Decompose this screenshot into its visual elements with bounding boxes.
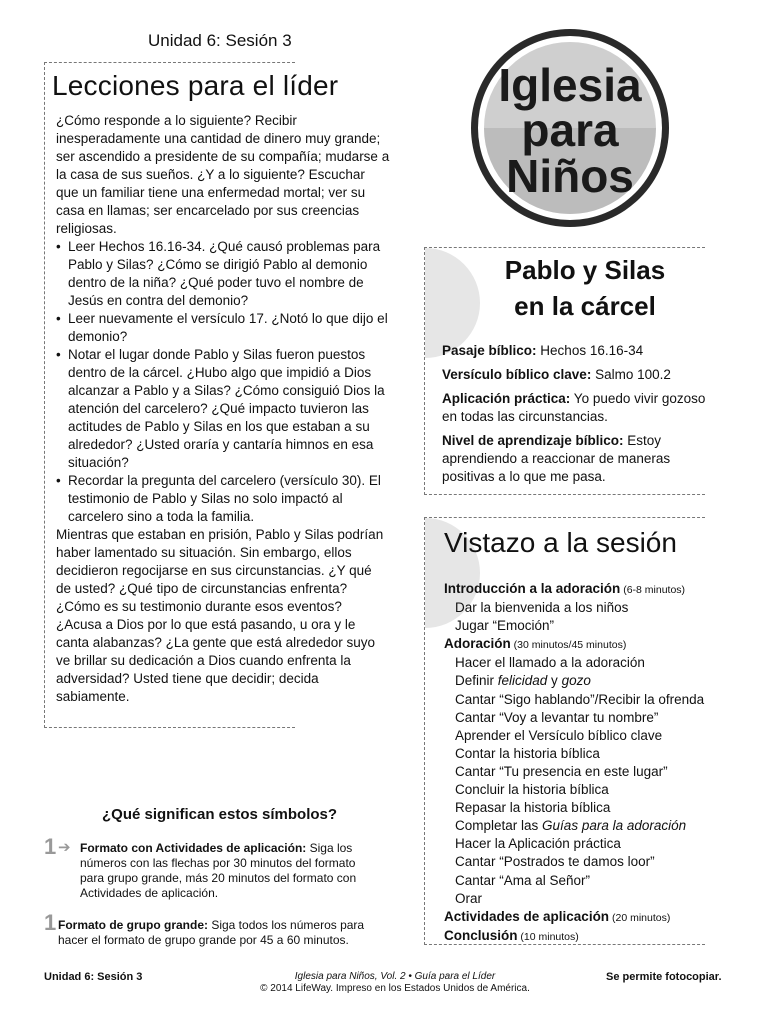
passage-row — [442, 342, 712, 360]
schedule-item: Cantar “Ama al Señor” — [455, 872, 591, 888]
verse-row — [442, 366, 712, 384]
schedule-item: Hacer la Aplicación práctica — [455, 836, 621, 852]
schedule-item: Contar la historia bíblica — [455, 745, 600, 761]
footer-photocopy: Se permite fotocopiar. — [606, 971, 722, 983]
overview-title: Vistazo a la sesión — [444, 527, 677, 558]
number-one-symbol: 1 — [44, 910, 57, 935]
lesson-info — [442, 342, 712, 492]
section-activities: Actividades de aplicación (20 minutos) — [444, 908, 671, 924]
level-label: Nivel de aprendizaje bíblico: — [442, 433, 624, 448]
lesson-title-line1: Pablo y Silas — [504, 255, 666, 285]
leader-closing: Mientras que estaban en prisión, Pablo y Silas podrían haber lamentado su situación. Sin embargo, ellos decidieron regocijarse en sus circunstancias. ¿Y qué de usted? ¿Qué tipo de circunstancias enfrenta? ¿Cómo es su testimonio durante esos eventos? ¿Acusa a Dios por lo que está pasando, u ora y le canta alabanzas? ¿La gente que está alrededor suyo ve brillar su dedicación a Dios cuando enfrenta la adversidad? Usted tiene que decidir; decida sabiamente. — [56, 527, 384, 704]
application-row — [442, 390, 712, 426]
application-label: Aplicación práctica: — [442, 391, 571, 406]
symbols-title: ¿Qué significan estos símbolos? — [102, 806, 338, 823]
leader-bullet: • Leer nuevamente el versículo 17. ¿Notó lo que dijo el demonio? — [56, 310, 390, 346]
arrow-right-icon: ➔ — [58, 839, 71, 856]
leader-bullet: • Recordar la pregunta del carcelero (versículo 30). El testimonio de Pablo y Silas no solo impactó al carcelero sino a toda la familia. — [56, 472, 390, 526]
footer-line2: © 2014 LifeWay. Impreso en los Estados Unidos de América. — [260, 983, 530, 994]
schedule-item: Definir felicidad y gozo — [455, 673, 591, 689]
application-value: Yo puedo vivir gozoso en todas las circunstancias. — [442, 391, 706, 424]
logo-line1: Iglesia — [498, 59, 642, 111]
footer-line1: Iglesia para Niños, Vol. 2 • Guía para el Líder — [294, 971, 496, 982]
schedule-item: Completar las Guías para la adoración — [455, 818, 687, 834]
unit-header: Unidad 6: Sesión 3 — [148, 31, 292, 50]
schedule-item: Hacer el llamado a la adoración — [455, 655, 645, 671]
leader-bullet: • Notar el lugar donde Pablo y Silas fueron puestos dentro de la cárcel. ¿Hubo algo que impidió a Dios alcanzar a Pablo y a Silas? ¿Cómo consiguió Dios la atención del carcelero? ¿Qué impacto tuvieron las actitudes de Pablo y Silas en los que estaban a su alrededor? ¿Usted oraría y cantaría himnos en esa situación? — [56, 346, 390, 472]
lesson-title-line2: en la cárcel — [514, 291, 656, 321]
schedule-item: Cantar “Tu presencia en este lugar” — [455, 763, 668, 779]
logo-line3: Niños — [506, 150, 634, 202]
footer-unit: Unidad 6: Sesión 3 — [44, 971, 143, 983]
lesson-title — [460, 252, 710, 324]
passage-value: Hechos 16.16-34 — [536, 343, 644, 358]
schedule-item: Dar la bienvenida a los niños — [455, 600, 629, 616]
symbol-desc-application: Formato con Actividades de aplicación: Siga los números con las flechas por 30 minutos del formato para grupo grande, más 20 minutos del formato con Actividades de aplicación. — [80, 841, 357, 900]
leader-intro: ¿Cómo responde a lo siguiente? Recibir inesperadamente una cantidad de dinero muy grande; ser ascendido a presidente de su compañía; mudarse a la casa de sus sueños. ¿Y a lo siguiente? Escuchar que un familiar tiene una enfermedad mortal; ver su casa en llamas; ser encarcelado por sus creencias religiosas. — [56, 113, 390, 236]
schedule-item: Repasar la historia bíblica — [455, 800, 611, 816]
leader-body — [56, 112, 390, 706]
verse-value: Salmo 100.2 — [591, 367, 671, 382]
schedule-item: Cantar “Postrados te damos loor” — [455, 854, 655, 870]
level-row — [442, 432, 712, 486]
symbol-desc-large-group: Formato de grupo grande: Siga todos los números para hacer el formato de grupo grande por 45 a 60 minutos. — [58, 918, 365, 947]
schedule-item: Cantar “Sigo hablando”/Recibir la ofrenda — [455, 691, 705, 707]
schedule-item: Aprender el Versículo bíblico clave — [455, 727, 663, 743]
footer-copyright — [230, 971, 560, 995]
section-conclusion: Conclusión (10 minutos) — [444, 927, 579, 943]
leader-title: Lecciones para el líder — [52, 70, 339, 101]
schedule-item: Orar — [455, 890, 482, 906]
schedule-item: Cantar “Voy a levantar tu nombre” — [455, 709, 659, 725]
verse-label: Versículo bíblico clave: — [442, 367, 592, 382]
passage-label: Pasaje bíblico: — [442, 343, 537, 358]
level-value: Estoy aprendiendo a reaccionar de maneras positivas a lo que me pasa. — [442, 433, 671, 484]
number-one-symbol: 1 — [44, 834, 57, 859]
leader-bullet-list — [56, 238, 390, 526]
schedule-item: Jugar “Emoción” — [455, 618, 555, 634]
schedule-item: Concluir la historia bíblica — [455, 782, 609, 798]
logo-line2: para — [521, 104, 619, 156]
iglesia-para-ninos-logo — [470, 28, 670, 228]
leader-bullet: • Leer Hechos 16.16-34. ¿Qué causó problemas para Pablo y Silas? ¿Cómo se dirigió Pablo al demonio dentro de la niña? ¿Qué poder tuvo el nombre de Jesús en contra del demonio? — [56, 238, 390, 310]
section-intro: Introducción a la adoración (6-8 minutos) — [444, 581, 686, 596]
section-worship: Adoración (30 minutos/45 minutos) — [444, 636, 627, 652]
session-schedule — [444, 580, 734, 946]
